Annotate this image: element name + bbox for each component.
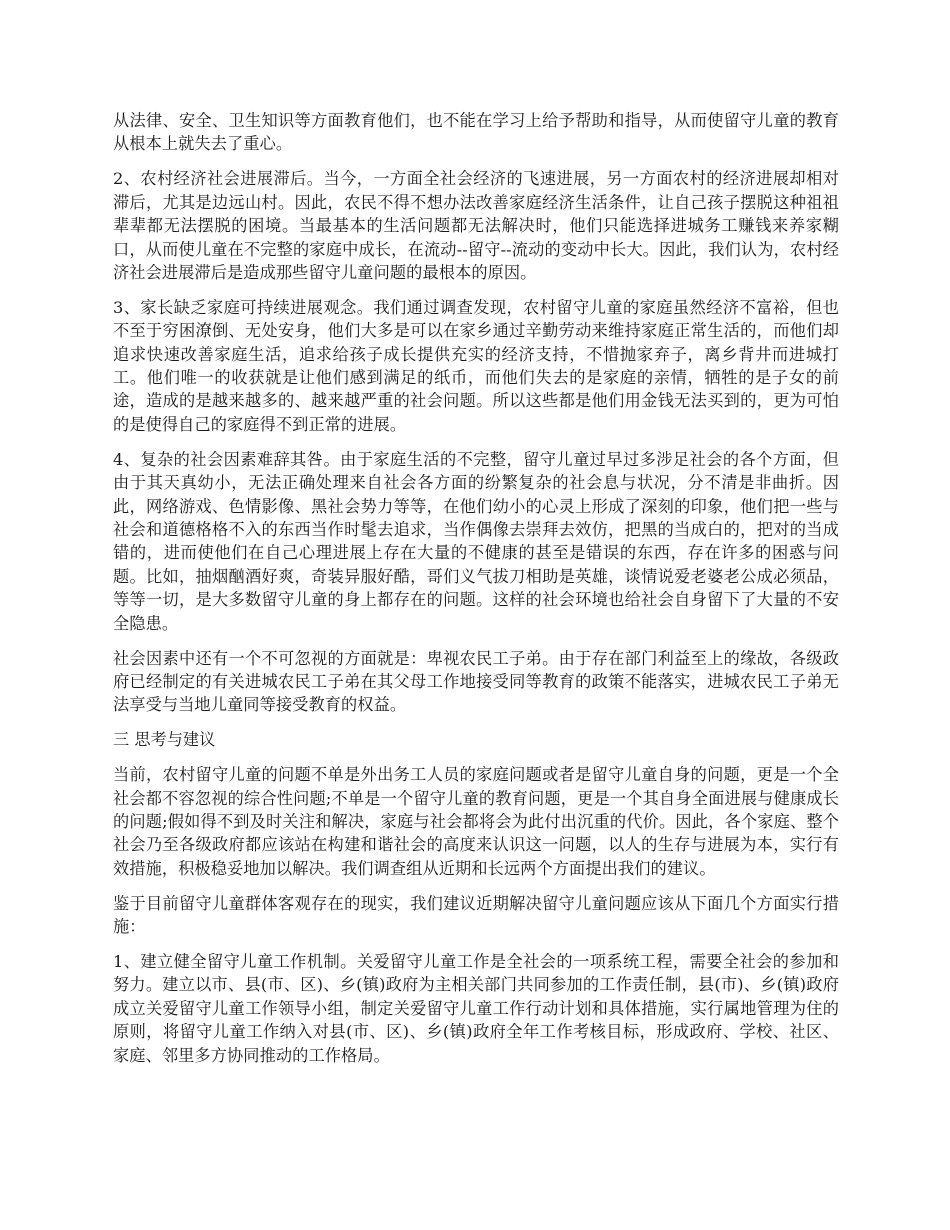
document-page (113, 109, 839, 1079)
paragraph-current-situation: 当前，农村留守儿童的问题不单是外出务工人员的家庭问题或者是留守儿童自身的问题，更是一个全社会都不容忽视的综合性问题;不单是一个留守儿童的教育问题，更是一个其自身全面进展与健康成长的问题;假如得不到及时关注和解决，家庭与社会都将会为此付出沉重的代价。因此，各个家庭、整个社会乃至各级政府都应该站在构建和谐社会的高度来认识这一问题，以人的生存与进展为本，实行有效措施，积极稳妥地加以解决。我们调查组从近期和长远两个方面提出我们的建议。 (113, 765, 839, 878)
paragraph-point-3-family-concept: 3、家长缺乏家庭可持续进展观念。我们通过调查发现，农村留守儿童的家庭虽然经济不富裕，但也不至于穷困潦倒、无处安身，他们大多是可以在家乡通过辛勤劳动来维持家庭正常生活的，而他们却追求快速改善家庭生活，追求给孩子成长提供充实的经济支持，不惜抛家弃子，离乡背井而进城打工。他们唯一的收获就是让他们感到满足的纸币，而他们失去的是家庭的亲情，牺牲的是子女的前途，造成的是越来越多的、越来越严重的社会问题。所以这些都是他们用金钱无法买到的，更为可怕的是使得自己的家庭得不到正常的进展。 (113, 297, 839, 434)
paragraph-education-continuation: 从法律、安全、卫生知识等方面教育他们，也不能在学习上给予帮助和指导，从而使留守儿童的教育从根本上就失去了重心。 (113, 111, 839, 154)
paragraph-measure-1-work-mechanism: 1、建立健全留守儿童工作机制。关爱留守儿童工作是全社会的一项系统工程，需要全社会的参加和努力。建立以市、县(市、区)、乡(镇)政府为主相关部门共同参加的工作责任制，县(市)、乡(镇)政府成立关爱留守儿童工作领导小组，制定关爱留守儿童工作行动计划和具体措施，实行属地管理为住的原则，将留守儿童工作纳入对县(市、区)、乡(镇)政府全年工作考核目标，形成政府、学校、社区、家庭、邻里多方协同推动的工作格局。 (113, 952, 839, 1065)
paragraph-social-discrimination: 社会因素中还有一个不可忽视的方面就是：卑视农民工子弟。由于存在部门利益至上的缘故，各级政府已经制定的有关进城农民工子弟在其父母工作地接受同等教育的政策不能落实，进城农民工子弟无法享受与当地儿童同等接受教育的权益。 (113, 648, 839, 715)
paragraph-near-term-measures-intro: 鉴于目前留守儿童群体客观存在的现实，我们建议近期解决留守儿童问题应该从下面几个方面实行措施： (113, 893, 839, 937)
section-heading-thoughts-suggestions: 三 思考与建议 (113, 730, 216, 750)
paragraph-point-2-rural-economy: 2、农村经济社会进展滞后。当今，一方面全社会经济的飞速进展，另一方面农村的经济进展却相对滞后，尤其是边远山村。因此，农民不得不想办法改善家庭经济生活条件，让自己孩子摆脱这种祖祖辈辈都无法摆脱的困境。当最基本的生活问题都无法解决时，他们只能选择进城务工赚钱来养家糊口，从而使儿童在不完整的家庭中成长，在流动--留守--流动的变动中长大。因此，我们认为，农村经济社会进展滞后是造成那些留守儿童问题的最根本的原因。 (113, 169, 839, 282)
paragraph-point-4-social-factors: 4、复杂的社会因素难辞其咎。由于家庭生活的不完整，留守儿童过早过多涉足社会的各个方面，但由于其天真幼小，无法正确处理来自社会各方面的纷繁复杂的社会息与状况，分不清是非曲折。因此，网络游戏、色情影像、黑社会势力等等，在他们幼小的心灵上形成了深刻的印象，他们把一些与社会和道德格格不入的东西当作时髦去追求，当作偶像去崇拜去效仿，把黑的当成白的，把对的当成错的，进而使他们在自己心理进展上存在大量的不健康的甚至是错误的东西，存在许多的困惑与问题。比如，抽烟酗酒好爽，奇装异服好酷，哥们义气拔刀相助是英雄，谈情说爱老婆老公成必须品，等等一切，是大多数留守儿童的身上都存在的问题。这样的社会环境也给社会自身留下了大量的不安全隐患。 (113, 449, 839, 633)
